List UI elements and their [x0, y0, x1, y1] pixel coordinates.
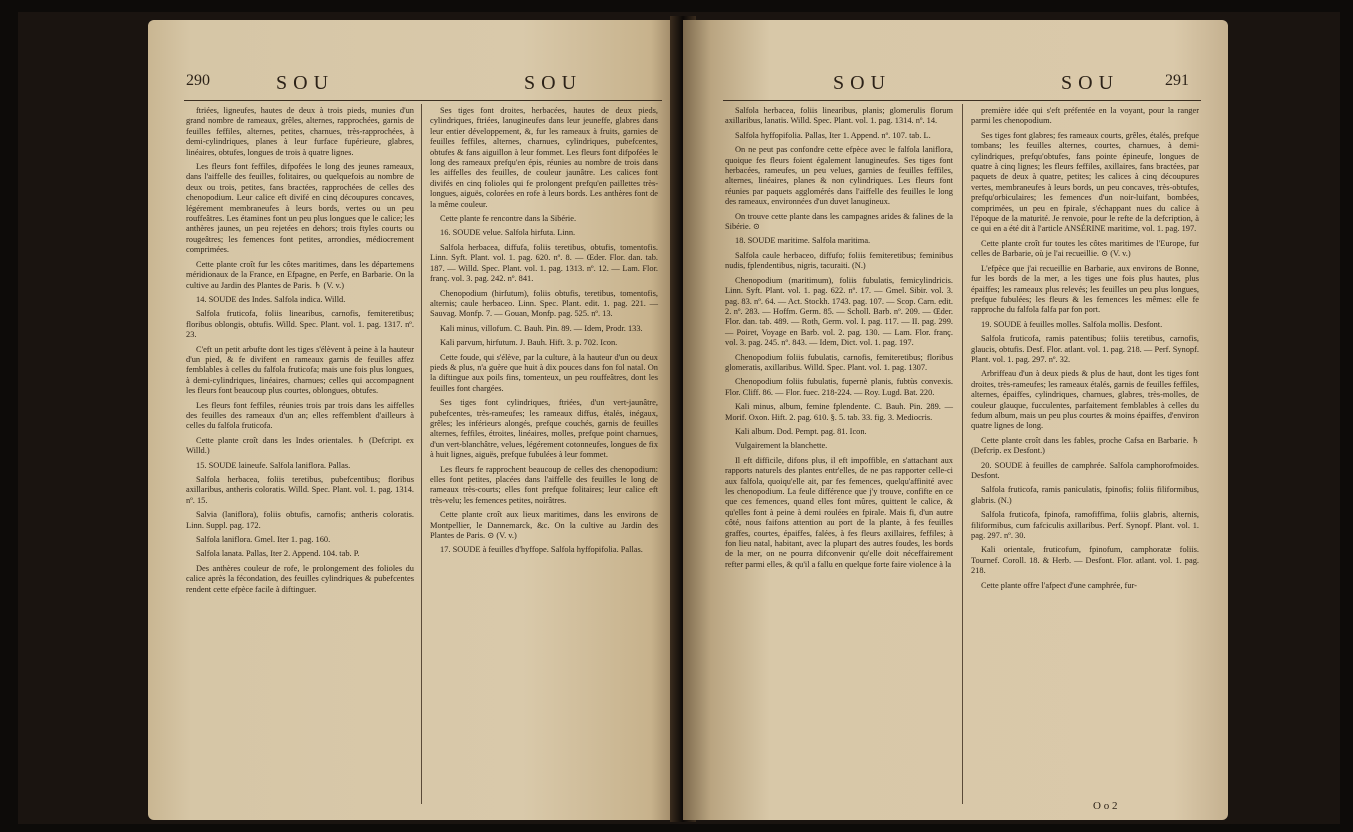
left-column-1 [186, 106, 414, 599]
text-paragraph: 15. SOUDE laineufe. Salfola laniflora. Pallas. [196, 460, 351, 470]
column-divider [962, 104, 963, 804]
left-page [148, 20, 683, 820]
text-paragraph: On trouve cette plante dans les campagnes arides & falines de la Sibérie. ⊙ [725, 211, 953, 232]
open-book [18, 12, 1340, 824]
text-paragraph: Salfola lanata. Pallas, Iter 2. Append. 104. tab. P. [196, 549, 360, 559]
text-paragraph: première idée qui s'eft préfentée en la voyant, pour la ranger parmi les chenopodium. [971, 106, 1199, 126]
text-paragraph: Salfola herbacea, diffufa, foliis teretibus, obtufis, tomentofis. Linn. Syft. Plant. vol. 1. pag. 620. nº. 8. — Œder. Flor. dan. tab. 187. — Willd. Spec. Plant. vol. 1. pag. 1313. nº. 12. — Lam. Flor. franç. vol. 3. pag. 242. nº. 841. [430, 242, 658, 284]
text-paragraph: Kali minus, villofum. C. Bauh. Pin. 89. — Idem, Prodr. 133. [440, 323, 643, 333]
text-paragraph: Cette plante croît dans les fables, proche Cafsa en Barbarie. ♄ (Defcrip. ex Desfont.) [971, 435, 1199, 456]
text-paragraph: Ses tiges font cylindriques, ftriées, d'un vert-jaunâtre, pubefcentes, très-rameufes; les rameaux diffus, étalés, inégaux, grêles; les inférieurs alongés, prefque couchés, garnis de feuilles alternes, feffiles, étroites, linéaires, molles, prefque point charnues, d'un vert-blanchâtre, velues, légérement cotonneufes, longues de fix à huit lignes, aiguës, prefque fubulées à leur fommet. [430, 398, 659, 460]
text-paragraph: Salfola fruticofa, foliis linearibus, carnofis, femiteretibus; floribus oblongis, obtufis. Willd. Spec. Plant. vol. 1. pag. 1317. nº. 23. [186, 309, 414, 340]
text-paragraph: Cette plante croît dans les Indes orientales. ♄ (Defcript. ex Willd.) [186, 435, 414, 456]
text-paragraph: Les fleurs font feffiles, difpofées le long des jeunes rameaux, dans l'aiffelle des feuilles, folitaires, ou quelquefois au nombre de deux ou trois, petites, fans bractées, rapprochées de celles des chenopodium. Leur calice eft divifé en cinq découpures concaves, légérement membraneufes à leurs bords, vertes ou un peu rouffeâtres. Les étamines font un peu plus longues que le calice; les anthères jaunes, un peu rejetées en dehors; trois ftyles courts ou rougeâtres; les femences font petites, arrondies, médiocrement comprimées. [186, 162, 414, 255]
text-paragraph: Kali parvum, hirfutum. J. Bauh. Hift. 3. p. 702. Icon. [440, 338, 618, 348]
running-head-text: SOU [524, 72, 583, 94]
text-paragraph: Chenopodium (hirfutum), foliis obtufis, teretibus, tomentofis, alternis; caule herbaceo. Linn. Spec. Plant. edit. 1. pag. 221. — Sauvag. Monfp. 7. — Gouan, Monfp. pag. 525. nº. 13. [430, 288, 658, 319]
text-paragraph: Salfola herbacea, foliis linearibus, planis; glomerulis florum axillaribus, lanatis. Willd. Spec. Plant. vol. 1. pag. 1314. nº. 14. [725, 106, 953, 126]
text-paragraph: Vulgairement la blanchette. [735, 441, 828, 451]
text-paragraph: Salfola caule herbaceo, diffufo; foliis femiteretibus; feminibus nudis, fplendentibus, nigris, tacuraiti. (N.) [725, 250, 953, 271]
text-paragraph: Cette plante offre l'afpect d'une camphrée, fur- [981, 580, 1137, 590]
right-running-head [683, 72, 1228, 98]
text-paragraph: 17. SOUDE à feuilles d'hyffope. Salfola hyffopifolia. Pallas. [440, 545, 643, 555]
text-paragraph: Salfola fruticofa, ramis patentibus; foliis teretibus, carnofis, glaucis, obtufis. Desf. Flor. atlant. vol. 1. pag. 218. — Perf. Synopf. Plant. vol. 1. pag. 297. nº. 32. [971, 334, 1199, 364]
text-paragraph: Salfola herbacea, foliis teretibus, pubefcentibus; floribus axillaribus, antheris coloratis. Willd. Spec. Plant. vol. 1. pag. 1314. nº. 15. [186, 475, 414, 505]
running-head-text: SOU [833, 72, 892, 94]
text-paragraph: ftriées, ligneufes, hautes de deux à trois pieds, munies d'un grand nombre de rameaux, grêles, alternes, rapprochées, garnis de feuilles feffiles, alternes, petites, charnues, très-rapprochées, à demi-cylindriques, planes à leur furface fupérieure, glabres, linéaires, obtufes, longues de trois à quatre lignes. [186, 106, 414, 157]
text-paragraph: Cette plante fe rencontre dans la Sibérie. [440, 214, 577, 224]
text-paragraph: Salfola fruticofa, ramis paniculatis, fpinofis; foliis filiformibus, glabris. (N.) [971, 485, 1199, 505]
right-column-1 [725, 106, 953, 574]
text-paragraph: Ses tiges font droites, herbacées, hautes de deux pieds, cylindriques, ftriées, lanugineufes dans leur jeuneffe, glabres dans leur entier développement, &, fur les rameaux à fruits, garnies de feuilles feffiles, alternes, charnues, cylindriques, pubefcentes, obtufes & fans aiguillon à leur fommet. Les fleurs font difpofées le long des rameaux prefqu'en épis, réunies au nombre de trois dans les aiffelles des feuilles, de couleur jaunâtre. Les calices font divifés en cinq folioles qui fe prolongent prefqu'en paillettes très-longues, aiguës, colorées en rofe à leurs bords. Les anthères font de la même couleur. [430, 106, 658, 209]
text-paragraph: Salfola hyffopifolia. Pallas, Iter 1. Append. nº. 107. tab. L. [735, 130, 931, 140]
text-paragraph: Salfola laniflora. Gmel. Iter 1. pag. 160. [196, 535, 331, 545]
signature-mark: O o 2 [1093, 800, 1118, 812]
text-paragraph: Chenopodium foliis fubulatis, fupernè planis, fubtùs convexis. Flor. Cliff. 86. — Flor. fuec. 218-224. — Roy. Lugd. Bat. 220. [725, 377, 953, 397]
text-paragraph: Kali minus, album, femine fplendente. C. Bauh. Pin. 289. — Morif. Oxon. Hift. 2. pag. 610. §. 5. tab. 33. fig. 3. Mediocris. [725, 402, 953, 422]
text-paragraph: Kali album. Dod. Pempt. pag. 81. Icon. [735, 426, 867, 436]
text-paragraph: L'efpèce que j'ai recueillie en Barbarie, aux environs de Bonne, fur les bords de la mer, a les tiges une fois plus hautes, plus épaiffes; les rameaux plus relevés; les feuilles un peu plus longues, prefque fubulées; les fleurs & les femences les mêmes: elle fe rapproche du falfola falfa par fon port. [971, 263, 1199, 315]
running-head-text: SOU [1061, 72, 1120, 94]
text-paragraph: 18. SOUDE maritime. Salfola maritima. [735, 236, 871, 246]
right-page [683, 20, 1228, 820]
text-paragraph: C'eft un petit arbufte dont les tiges s'élèvent à peine à la hauteur d'un pied, & fe divifent en rameaux garnis de feuilles affez femblables à celles du falfola fruticofa; mais une fois plus longues, à demi-cylindriques, linéaires, charnues; celles qui accompagnent les fleurs font beaucoup plus courtes, oblongues, obtufes. [186, 344, 414, 396]
text-paragraph: Cette foude, qui s'élève, par la culture, à la hauteur d'un ou deux pieds & plus, n'a guère que huit à dix pouces dans fon fol natal. On la diftingue aux poils fins, tomenteux, un peu rouffeâtres, dont les feuilles font chargées. [430, 352, 658, 393]
page-number: 290 [186, 72, 210, 89]
text-paragraph: 16. SOUDE velue. Salfola hirfuta. Linn. [440, 228, 576, 238]
text-paragraph: Cette plante croît fur les côtes maritimes, dans les départemens méridionaux de la France, en Efpagne, en Perfe, en Barbarie. On la cultive au Jardin des Plantes de Paris. ♄ (V. v.) [186, 259, 414, 290]
column-divider [421, 104, 422, 804]
left-running-head [148, 72, 683, 98]
text-paragraph: Les fleurs fe rapprochent beaucoup de celles des chenopodium: elles font petites, placées dans l'aiffelle des feuilles le long de rameaux très-courts; elles font prefque folitaires; leur calice eft très-velu; les femences petites, noirâtres. [430, 464, 658, 505]
text-paragraph: Salvia (laniflora), foliis obtufis, carnofis; antheris coloratis. Linn. Suppl. pag. 172. [186, 510, 414, 530]
text-paragraph: Des anthères couleur de rofe, le prolongement des folioles du calice après la fécondation, des feuilles cylindriques & pubefcentes rendent cette efpèce facile à diftinguer. [186, 563, 414, 594]
text-paragraph: Chenopodium foliis fubulatis, carnofis, femiteretibus; floribus glomeratis, axillaribus. Willd. Spec. Plant. vol. 1. pag. 1307. [725, 352, 953, 372]
text-paragraph: Cette plante croît fur toutes les côtes maritimes de l'Europe, fur celles de Barbarie, où je l'ai recueillie. ⊙ (V. v.) [971, 238, 1199, 259]
text-paragraph: Cette plante croît aux lieux maritimes, dans les environs de Montpellier, le Dannemarck, &c. On la cultive au Jardin des Plantes de Paris. ⊙ (V. v.) [430, 510, 658, 541]
text-paragraph: Il eft difficile, difons plus, il eft impoffible, en s'attachant aux rapports naturels des plantes entr'elles, de ne pas rapporter celle-ci aux falfola, quoiqu'elle ait, par fes femences, quelqu'affinité avec les chenopodium. La feule différence que j'y trouve, confifte en ce que ces femences, quand elles font mûres, quittent le calice, & qu'elles font à peine à demi roulées en fpirale. Mais fi, d'un autre côté, nous faifons attention au port de la plante, à fes feuilles graffes, courtes, épaiffes, falées, à fes fleurs axillaires, feffiles; à fon lieu natal, habitant, avec la plupart des autres foudes, les bords de la mer, on ne pourra difconvenir qu'elle doit néceffairement refter parmi elles, & qu'il a fallu en quelque forte faire violence à la [725, 455, 953, 569]
page-number: 291 [1165, 72, 1189, 89]
text-paragraph: Ses tiges font glabres; fes rameaux courts, grêles, étalés, prefque tombans; les feuilles alternes, courtes, charnues, à demi-cylindriques, prefqu'obtufes, fans pointe épineufe, longues de quatre à cinq lignes; les fleurs feffiles, axillaires, fans bractées, par paquets de deux à quatre, petites; les calices à cinq découpures vertes, membraneufes à leurs bords, un peu concaves, très-obtufes, prefqu'orbiculaires; les femences d'un noir-luifant, bombées, comprimées, un peu en fpirale, s'échappant nues du calice à l'époque de la maturité. Je renvoie, pour le refte de la defcription, à ce qui en a été dit à l'article ANSÉRINE maritime, vol. 1. pag. 197. [971, 130, 1199, 234]
right-column-2 [971, 106, 1199, 595]
header-rule [184, 100, 662, 101]
text-paragraph: 19. SOUDE à feuilles molles. Salfola mollis. Desfont. [981, 319, 1163, 329]
text-paragraph: Kali orientale, fruticofum, fpinofum, camphoratæ foliis. Tournef. Coroll. 18. & Herb. — Desfont. Flor. atlant. vol. 1. pag. 218. [971, 545, 1199, 576]
text-paragraph: On ne peut pas confondre cette efpèce avec le falfola laniflora, quoique fes fleurs foient également lanugineufes. Ses tiges font herbacées, rameufes, un peu velues, garnies de feuilles feffiles, alternes, linéaires, planes & non cylindriques. Les fleurs font réunies par paquets agglomérés dans l'aiffelle des feuilles le long des rameaux, environnées d'un duvet lanugineux. [725, 145, 953, 207]
text-paragraph: 20. SOUDE à feuilles de camphrée. Salfola camphorofmoides. Desfont. [971, 460, 1199, 480]
left-column-2 [430, 106, 658, 560]
text-paragraph: 14. SOUDE des Indes. Salfola indica. Willd. [196, 294, 346, 304]
text-paragraph: Arbriffeau d'un à deux pieds & plus de haut, dont les tiges font droites, très-rameufes; les rameaux étalés, garnis de feuilles feffiles, alternes, épaiffes, cylindriques, charnues, glabres, très-molles, de couleur glauque, fucculentes, parfaitement femblables à celles du fedum album, mais un peu plus courtes & moins épaiffes, d'environ quatre lignes de long. [971, 369, 1199, 431]
running-head-text: SOU [276, 72, 335, 94]
text-paragraph: Les fleurs font feffiles, réunies trois par trois dans les aiffelles des feuilles des rameaux d'un an; elles reffemblent d'ailleurs à celles du falfola fruticofa. [186, 400, 414, 431]
text-paragraph: Salfola fruticofa, fpinofa, ramofiffima, foliis glabris, alternis, filiformibus, cum fafciculis axillaribus. Perf. Synopf. Plant. vol. 1. pag. 297. nº. 30. [971, 510, 1199, 541]
text-paragraph: Chenopodium (maritimum), foliis fubulatis, femicylindricis. Linn. Syft. Plant. vol. 1. pag. 622. nº. 17. — Gmel. Sibir. vol. 3. pag. 83. nº. 64. — Act. Stockh. 1743. pag. 107. — Scop. Carn. edit. 2. nº. 283. — Hoffm. Germ. 85. — Scholl. Barb. nº. 209. — Œder. Flor. dan. tab. 489. — Roth, Germ. vol. I. pag. 117. — II. pag. 299. — Poiret, Voyage en Barb. vol. 2. pag. 130. — Lam. Flor. franç. vol. 3. pag. 245. nº. 843. — Idem, Dict. vol. 1. pag. 197. [725, 275, 953, 348]
header-rule [723, 100, 1201, 101]
